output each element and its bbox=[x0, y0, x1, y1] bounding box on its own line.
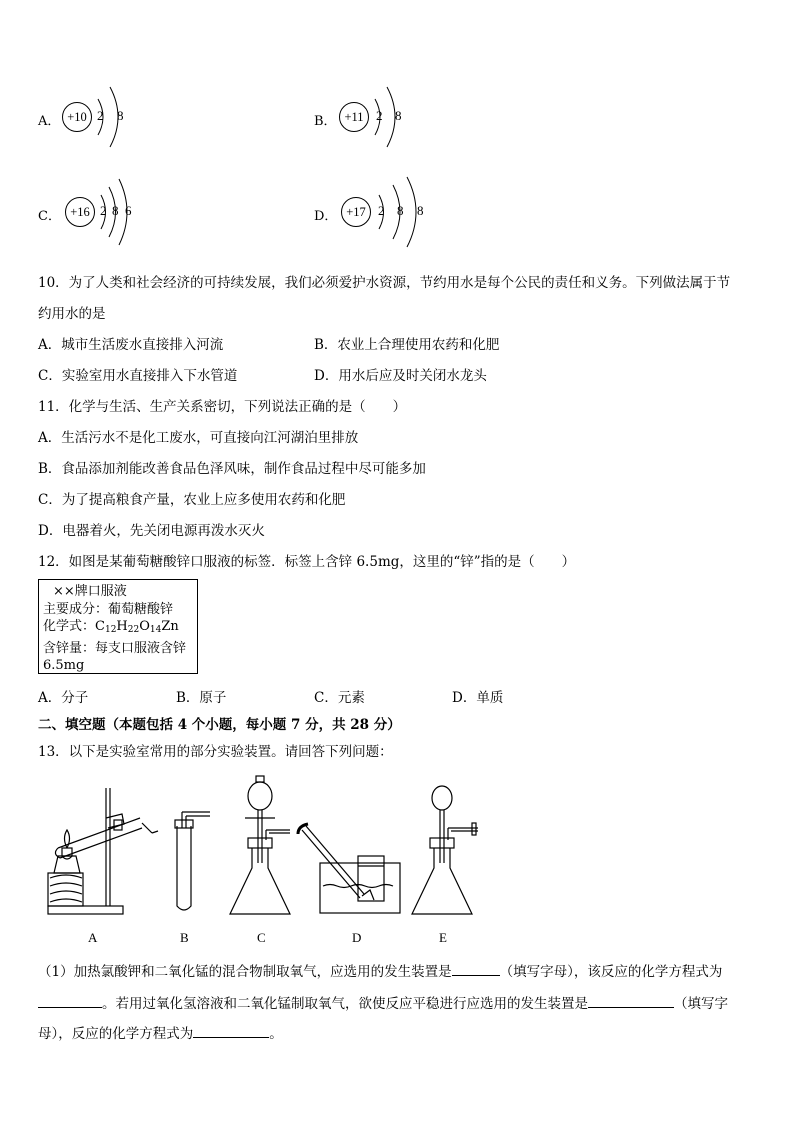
text: 母），反应的化学方程式为 bbox=[38, 1026, 194, 1042]
electron-count: 2 bbox=[97, 108, 104, 123]
text: 。若用过氧化氢溶液和二氧化锰制取氧气，欲使反应平稳进行应选用的发生装置是 bbox=[102, 996, 588, 1012]
nucleus: +11 bbox=[339, 102, 369, 132]
q12-stem: 12．如图是某葡萄糖酸锌口服液的标签．标签上含锌 6.5mg，这里的“锌”指的是（ ） bbox=[38, 554, 576, 570]
formula-h: H bbox=[116, 619, 128, 634]
answer-blank[interactable] bbox=[38, 1007, 102, 1008]
electron-count: 8 bbox=[395, 108, 402, 123]
apparatus-label-e: E bbox=[439, 930, 447, 945]
q11-option-a: A．生活污水不是化工废水，可直接向江河湖泊里排放 bbox=[38, 430, 359, 446]
option-label: D． bbox=[314, 209, 338, 224]
electron-count: 2 bbox=[376, 108, 383, 123]
q12-option-b: B．原子 bbox=[176, 690, 227, 706]
answer-blank[interactable] bbox=[588, 1007, 674, 1008]
answer-blank[interactable] bbox=[193, 1037, 269, 1038]
answer-blank[interactable] bbox=[452, 975, 500, 976]
formula-o-sub: 14 bbox=[149, 625, 162, 635]
formula-c-sub: 12 bbox=[104, 625, 117, 635]
option-label: B． bbox=[314, 114, 337, 129]
nucleus: +10 bbox=[62, 102, 92, 132]
q11-option-d: D．电器着火，先关闭电源再泼水灭火 bbox=[38, 523, 265, 539]
label-zinc: 含锌量：每支口服液含锌 bbox=[43, 640, 187, 656]
nucleus: +17 bbox=[341, 197, 371, 227]
label-ingredient: 主要成分：葡萄糖酸锌 bbox=[43, 601, 174, 617]
formula-c: C bbox=[95, 619, 105, 634]
q10-stem-line1: 10．为了人类和社会经济的可持续发展，我们必须爱护水资源，节约用水是每个公民的责任和义务。下列做法属于节 bbox=[38, 275, 731, 291]
q11-option-b: B．食品添加剂能改善食品色泽风味，制作食品过程中尽可能多加 bbox=[38, 461, 426, 477]
q13-part1-line2 bbox=[38, 992, 728, 1012]
q12-option-d: D．单质 bbox=[452, 690, 504, 706]
formula-o: O bbox=[139, 619, 150, 634]
apparatus-label-c: C bbox=[257, 930, 266, 945]
electron-count: 2 bbox=[100, 203, 107, 218]
electron-count: 2 bbox=[378, 203, 385, 218]
q10-option-c: C．实验室用水直接排入下水管道 bbox=[38, 368, 238, 384]
q13-part1-line3 bbox=[38, 1022, 283, 1042]
electron-count: 8 bbox=[417, 203, 424, 218]
option-label: A． bbox=[38, 114, 61, 129]
formula-h-sub: 22 bbox=[127, 625, 140, 635]
q13-part1-line1 bbox=[38, 960, 722, 980]
text: （填写字母），该反应的化学方程式为 bbox=[499, 964, 723, 980]
apparatus-label-b: B bbox=[180, 930, 189, 945]
formula-zn: Zn bbox=[161, 619, 179, 634]
electron-count: 8 bbox=[117, 108, 124, 123]
apparatus-e-icon bbox=[412, 786, 478, 914]
text: 。 bbox=[269, 1026, 283, 1042]
electron-count: 8 bbox=[112, 203, 119, 218]
electron-count: 8 bbox=[397, 203, 404, 218]
q10-option-d: D．用水后应及时关闭水龙头 bbox=[314, 368, 487, 384]
section-heading: 二、填空题（本题包括 4 个小题，每小题 7 分，共 28 分） bbox=[38, 717, 401, 733]
q11-option-c: C．为了提高粮食产量，农业上应多使用农药和化肥 bbox=[38, 492, 346, 508]
nucleus: +16 bbox=[65, 197, 95, 227]
label-title: ××牌口服液 bbox=[53, 584, 127, 599]
q11-stem: 11．化学与生活、生产关系密切，下列说法正确的是（ ） bbox=[38, 399, 407, 415]
apparatus-label-a: A bbox=[88, 930, 98, 945]
option-label: C． bbox=[38, 209, 61, 224]
apparatus-a-icon bbox=[48, 788, 158, 914]
apparatus-b-icon bbox=[175, 812, 210, 910]
text: （填写字 bbox=[674, 996, 728, 1012]
text: （1）加热氯酸钾和二氧化锰的混合物制取氧气，应选用的发生装置是 bbox=[38, 964, 452, 980]
q10-option-a: A．城市生活废水直接排入河流 bbox=[38, 337, 224, 353]
formula-prefix: 化学式： bbox=[43, 619, 96, 634]
electron-count: 6 bbox=[125, 203, 132, 218]
apparatus-d-icon bbox=[298, 824, 400, 913]
q10-option-b: B．农业上合理使用农药和化肥 bbox=[314, 337, 500, 353]
q12-option-a: A．分子 bbox=[38, 690, 89, 706]
q12-option-c: C．元素 bbox=[314, 690, 365, 706]
label-amount: 6.5mg bbox=[43, 658, 85, 673]
apparatus-label-d: D bbox=[352, 930, 362, 945]
apparatus-c-icon bbox=[230, 776, 290, 914]
product-label-box bbox=[38, 579, 198, 674]
lab-apparatus-diagram bbox=[40, 768, 480, 928]
label-formula bbox=[43, 618, 193, 640]
q10-stem-line2: 约用水的是 bbox=[38, 306, 106, 322]
q13-stem: 13．以下是实验室常用的部分实验装置。请回答下列问题： bbox=[38, 744, 393, 760]
